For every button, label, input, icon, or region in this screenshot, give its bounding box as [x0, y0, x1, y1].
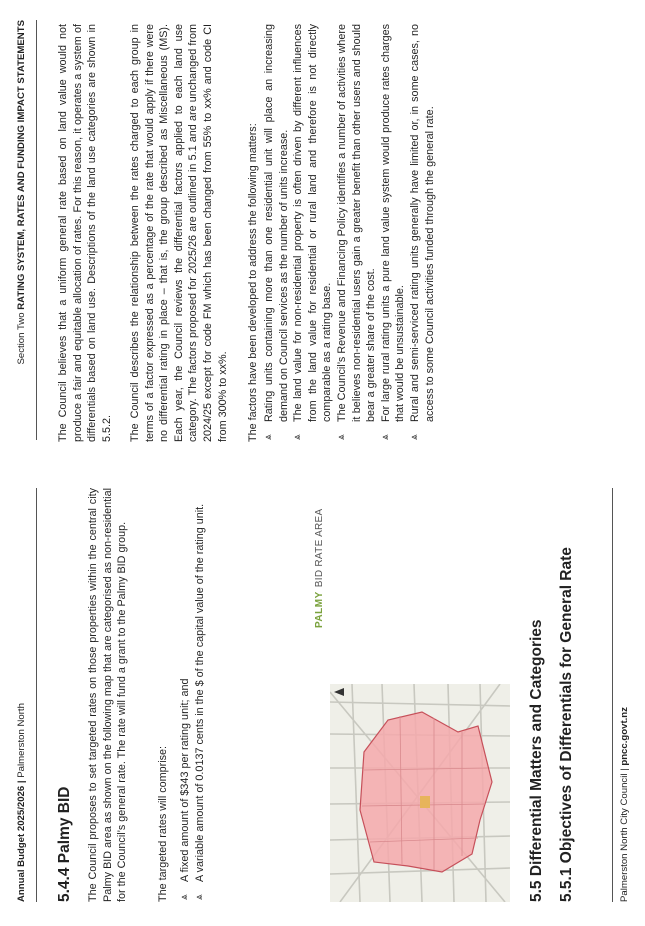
list-item-text: Rural and semi-serviced rating units generally have limited or, in some cases, no access to some Council activities funded through the general rate.	[408, 24, 436, 422]
header-left	[16, 703, 27, 902]
header-right	[16, 20, 27, 365]
heading-palmy-bid: 5.4.4 Palmy BID	[56, 786, 73, 902]
the-square-marker	[420, 796, 430, 808]
arrow-bullet-icon: ⩓	[179, 894, 190, 900]
targeted-rates-list	[178, 488, 207, 902]
list-item	[178, 488, 193, 902]
header-section-title: RATING SYSTEM, RATES AND FUNDING IMPACT STATEMENTS	[16, 20, 27, 310]
list-item-text: A variable amount of 0.0137 cents in the $ of the capital value of the rating unit.	[193, 503, 206, 882]
list-item	[291, 24, 335, 442]
footer	[619, 707, 630, 902]
arrow-bullet-icon: ⩓	[292, 434, 304, 440]
list-item-text: For large rural rating units a pure land value system would produce rates charges that would be unsustainable.	[379, 24, 407, 422]
bid-rate-area-shape	[360, 712, 492, 872]
list-item	[335, 24, 379, 442]
general-rate-paragraph: The Council believes that a uniform general rate based on land value would not produce a fair and equitable allocation of rates. For this reason, it operates a system of differentials based on land use. Descriptions of the land use categories are shown in 5.5.2.	[57, 24, 113, 442]
palmy-bid-paragraph: The Council proposes to set targeted rates on those properties within the central city Palmy BID area as shown on the following map that are categorised as non-residential for the Council’s general rate. The rate will fund a grant to the Palmy BID group.	[87, 488, 129, 902]
factors-list	[262, 24, 437, 442]
footer-council: Palmerston North City Council |	[619, 765, 630, 902]
header-doc-title: Annual Budget 2025/2026 |	[16, 780, 27, 902]
header-city: Palmerston North	[16, 703, 27, 781]
list-item	[193, 488, 208, 902]
list-item	[408, 24, 437, 442]
heading-differential-matters: 5.5 Differential Matters and Categories	[528, 619, 545, 902]
arrow-bullet-icon: ⩓	[335, 434, 347, 440]
logo-text: BID RATE AREA	[314, 508, 325, 588]
list-item-text: The Council’s Revenue and Financing Policy identifies a number of activities where it believes non-residential users gain a greater benefit than other users and should bear a greater share of the cost.	[335, 24, 378, 422]
header-rule-left	[36, 488, 37, 902]
arrow-bullet-icon: ⩓	[193, 894, 205, 900]
differential-factors-paragraph: The Council describes the relationship between the rates charged to each group in terms of a factor expressed as a percentage of the rate that would apply if there were no differential rating in place – that is, the group described as Miscellaneous (MS). Each year, the Council reviews the differential factors applied to each land use category. The factors proposed for 2025/26 are outlined in 5.1 and are unchanged from 2024/25 except for code FM which has been changed from 55% to xx% and code CI from 300% to xx%.	[129, 24, 229, 442]
arrow-bullet-icon: ⩓	[263, 434, 274, 440]
list-item-text: The land value for non-residential property is often driven by different influences from the land value for residential or rural land and therefore is not directly comparable as a rating base.	[292, 24, 334, 422]
palmy-bid-logo	[314, 509, 325, 629]
factors-intro: The factors have been developed to address the following matters:	[247, 123, 259, 442]
arrow-bullet-icon: ⩓	[379, 434, 391, 440]
list-item	[379, 24, 408, 442]
list-item-text: A fixed amount of $343 per rating unit; and	[179, 678, 191, 882]
header-section: Section Two	[16, 309, 27, 365]
arrow-bullet-icon: ⩓	[408, 434, 420, 440]
logo-brand: PALMY	[314, 591, 325, 628]
targeted-rates-intro: The targeted rates will comprise:	[157, 745, 169, 902]
footer-rule	[612, 488, 613, 902]
list-item-text: Rating units containing more than one residential unit will place an increasing demand on Council services as the number of units increase.	[263, 24, 290, 422]
header-rule-right	[36, 20, 37, 440]
heading-objectives-differentials: 5.5.1 Objectives of Differentials for General Rate	[558, 547, 575, 902]
palmy-bid-area-map	[330, 684, 510, 902]
footer-website: pncc.govt.nz	[619, 707, 630, 766]
list-item	[262, 24, 291, 442]
